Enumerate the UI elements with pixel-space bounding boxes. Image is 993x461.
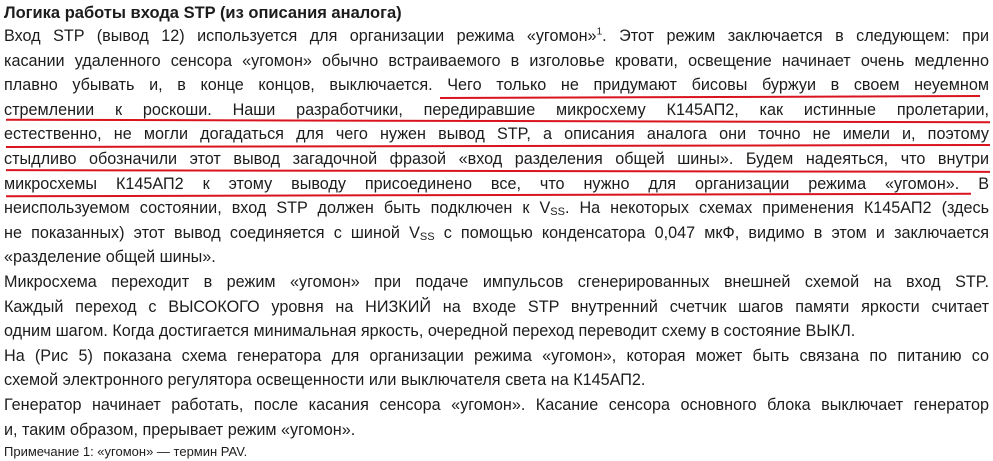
- highlighted-text: Чего только не придумают бисовы буржуи в своем неуемном: [447, 76, 989, 95]
- highlighted-text-line: стыдливо обозначили этот вывод загадочной фразой «вход разделения общей шины». Будем надеяться, что внутри: [4, 149, 989, 168]
- subscript: SS: [419, 230, 435, 243]
- highlighted-text-line: естественно, не могли догадаться для чего нужен вывод STP, а описания аналога они точно не имели и, поэтому: [4, 125, 989, 144]
- text-fragment: . На некоторых схемах применения К145АП2 (здесь: [564, 199, 990, 218]
- text-line: «разделение общей шины».: [4, 248, 216, 267]
- highlighted-text-line: стремлении к роскоши. Наши разработчики, передиравшие микросхему К145АП2, как истинные пролетарии,: [4, 100, 989, 119]
- text-line: касании удаленного сенсора «угомон» обычно встраиваемого в изголовье кровати, освещение начинает очень медленно: [4, 51, 989, 70]
- document: [4, 2, 989, 461]
- text-line: [4, 221, 989, 246]
- text-line: [4, 196, 989, 221]
- footnote: Примечание 1: «угомон» — термин PAV.: [4, 444, 248, 460]
- text-fragment: с помощью конденсатора 0,047 мкФ, видимо в этом и заключается: [434, 223, 989, 242]
- text-fragment: . Этот режим заключается в следующем: при: [602, 27, 989, 45]
- text-line: На (Рис 5) показана схема генератора для организации режима «угомон», которая может быть связана по питанию со: [4, 346, 989, 365]
- text-fragment: плавно убывать и, в конце концов, выключается.: [4, 76, 448, 95]
- paragraph-figure-reference: [4, 344, 989, 393]
- highlighted-text: микросхемы К145АП2 к этому выводу присоединено все, что нужно для организации режима «угомон».: [4, 174, 960, 193]
- text-line: одним шагом. Когда достигается минимальная яркость, очередной переход переводит схему в состояние ВЫКЛ.: [4, 322, 856, 341]
- text-fragment: не показанных) этот вывод соединяется с шиной V: [4, 223, 420, 242]
- section-title: Логика работы входа STP (из описания аналога): [4, 4, 402, 22]
- text-line: Каждый переход с ВЫСОКОГО уровня на НИЗКИЙ на входе STP внутренний счетчик шагов памяти яркости считает: [4, 297, 989, 316]
- subscript: SS: [550, 206, 565, 219]
- text-fragment: неиспользуемом состоянии, вход STP должен быть подключен к V: [4, 199, 551, 218]
- text-line: [4, 24, 989, 49]
- text-fragment: Вход STP (вывод 12) используется для организации режима «угомон»: [4, 27, 597, 45]
- text-line: схемой электронного регулятора освещенности или выключателя света на К145АП2.: [4, 371, 646, 390]
- paragraph-generator: [4, 393, 989, 442]
- text-line: Генератор начинает работать, после касания сенсора «угомон». Касание сенсора основного блока выключает генератор: [4, 395, 989, 414]
- footnote-ref: 1: [596, 26, 603, 38]
- text-fragment: В: [959, 174, 990, 193]
- text-line: [4, 73, 989, 98]
- paragraph-mode-switch: [4, 270, 989, 344]
- text-line: и, таким образом, прерывает режим «угомон».: [4, 420, 356, 439]
- text-line: Микросхема переходит в режим «угомон» при подаче импульсов сгенерированных внешней схемой на вход STP.: [4, 272, 989, 291]
